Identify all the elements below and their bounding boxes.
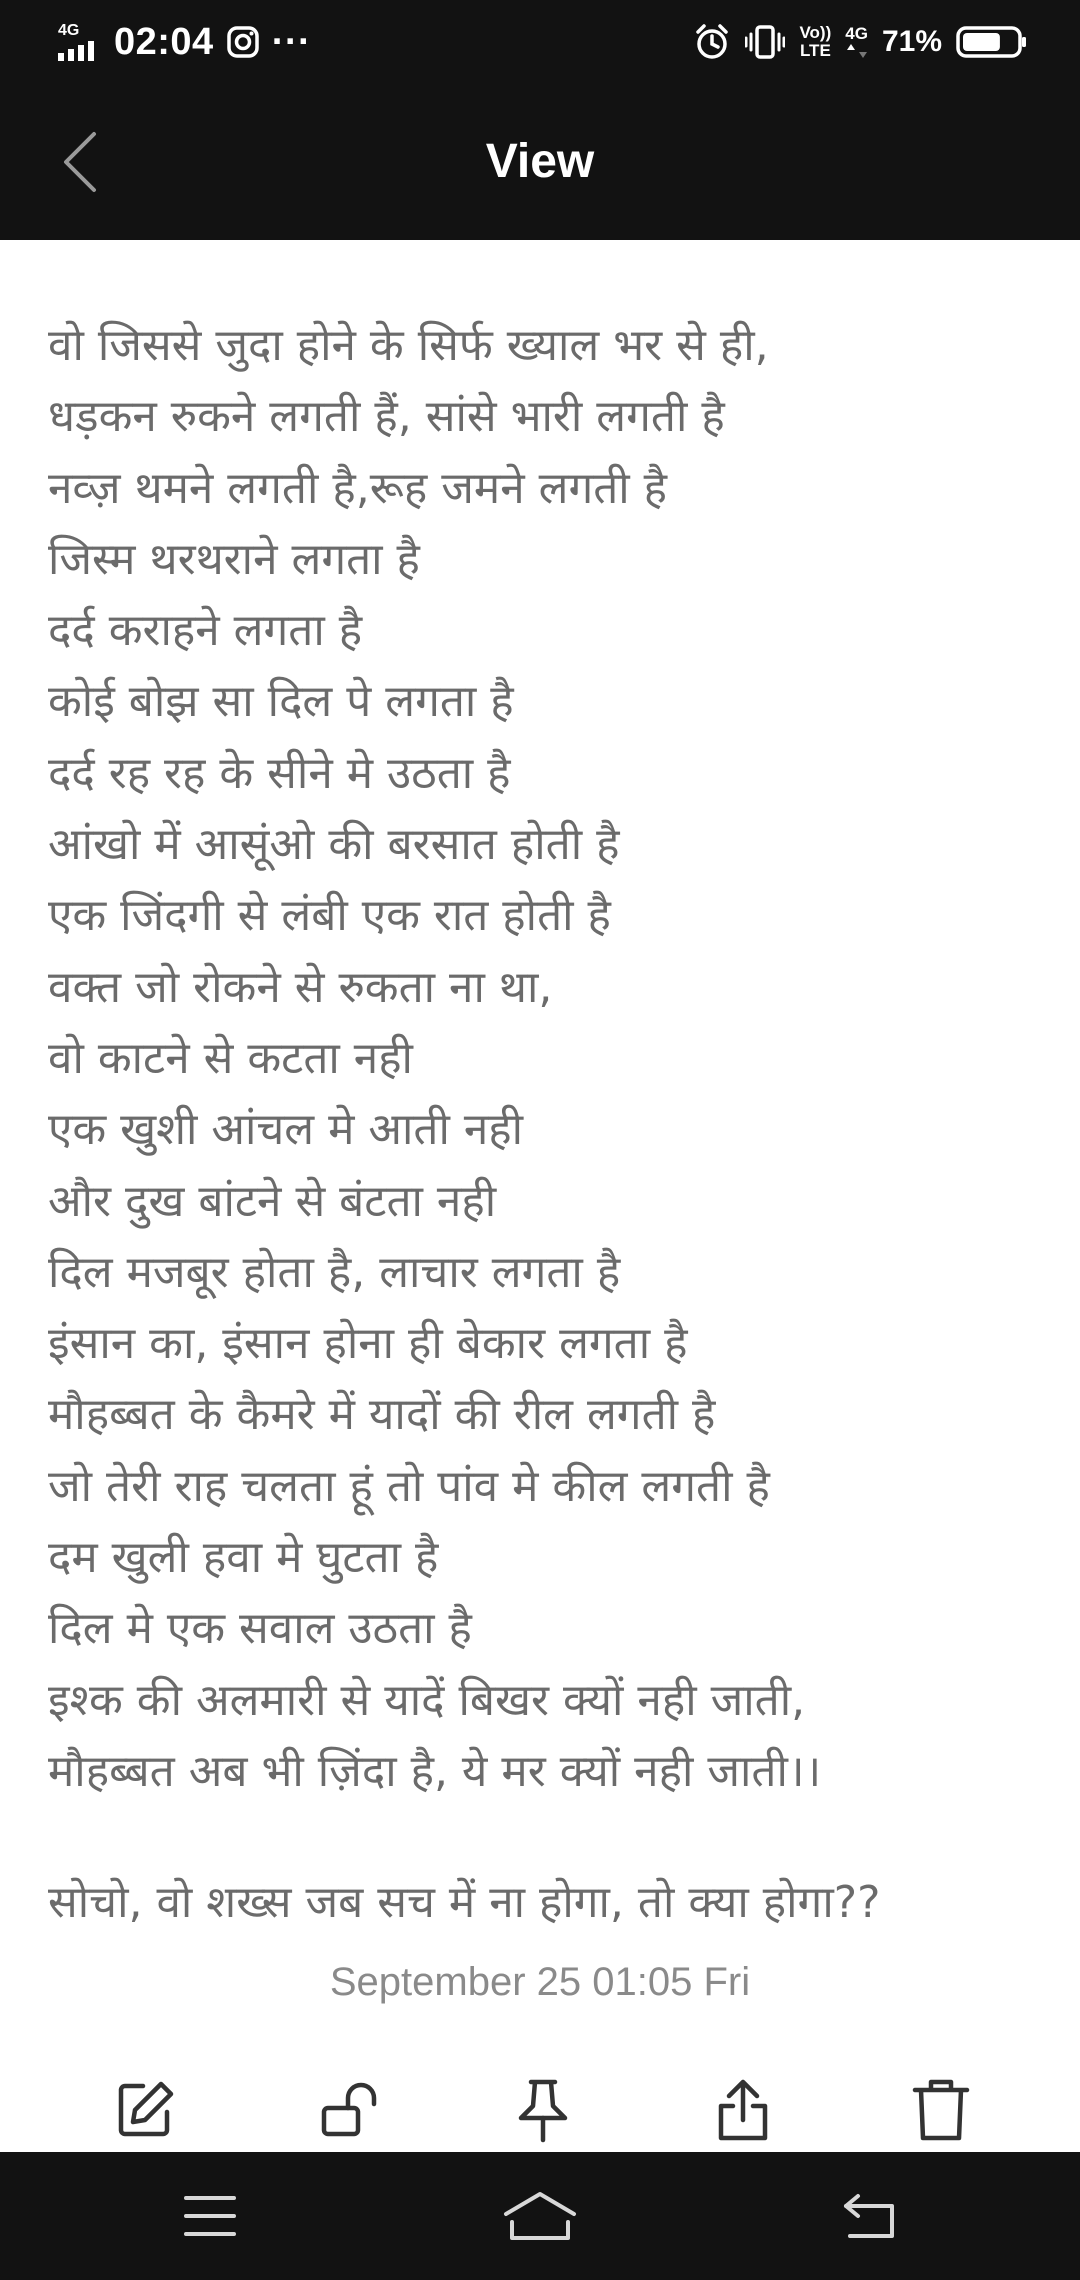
network-type-label: 4G: [58, 22, 80, 39]
note-line: आंखो में आसूंओ की बरसात होती है: [48, 819, 620, 871]
note-line: वक्त जो रोकने से रुकता ना था,: [48, 961, 553, 1013]
unlock-icon: [318, 2078, 382, 2142]
status-bar: [0, 0, 1080, 84]
note-line: एक जिंदगी से लंबी एक रात होती है: [48, 890, 611, 942]
share-button[interactable]: [698, 2065, 788, 2155]
note-line: दर्द कराहने लगता है: [48, 605, 363, 657]
more-notifications-icon: ···: [271, 20, 312, 63]
pin-button[interactable]: [498, 2065, 588, 2155]
vibrate-icon: [745, 23, 785, 61]
note-line: मौहब्बत अब भी ज़िंदा है, ये मर क्यों नही जाती।।: [48, 1745, 822, 1797]
lock-button[interactable]: [305, 2065, 395, 2155]
note-line: एक खुशी आंचल मे आती नही: [48, 1104, 524, 1156]
system-back-button[interactable]: [820, 2172, 920, 2260]
note-line: कोई बोझ सा दिल पे लगता है: [48, 676, 514, 728]
signal-indicator: [58, 23, 102, 61]
note-line: इंसान का, इंसान होना ही बेकार लगता है: [48, 1318, 688, 1370]
note-line: दिल मजबूर होता है, लाचार लगता है: [48, 1246, 621, 1298]
battery-icon: [956, 25, 1028, 59]
status-right: [693, 18, 1028, 66]
note-line: दिल मे एक सवाल उठता है: [48, 1603, 472, 1655]
note-gap: [48, 1807, 1038, 1867]
home-button[interactable]: [490, 2172, 590, 2260]
battery-percent: 71%: [881, 25, 942, 58]
edit-icon: [113, 2078, 177, 2142]
note-line: जिस्म थरथराने लगता है: [48, 533, 420, 585]
volte-indicator: [799, 24, 831, 60]
note-line: जो तेरी राह चलता हूं तो पांव मे कील लगती है: [48, 1460, 770, 1512]
clock: 02:04: [114, 20, 214, 63]
back-icon: [842, 2192, 898, 2240]
note-line: नव्ज़ थमने लगती है,रूह जमने लगती है: [48, 462, 668, 514]
note-content: [48, 310, 1038, 1939]
edit-button[interactable]: [100, 2065, 190, 2155]
note-lines: [48, 310, 1038, 1807]
note-line: दम खुली हवा मे घुटता है: [48, 1532, 439, 1584]
network-right-label: 4G: [845, 24, 868, 43]
menu-icon: [182, 2194, 238, 2238]
data-indicator: [845, 25, 868, 59]
note-line: वो काटने से कटता नही: [48, 1032, 413, 1084]
app-bar: [0, 84, 1080, 240]
pin-icon: [511, 2076, 575, 2144]
note-line: वो जिससे जुदा होने के सिर्फ ख्याल भर से ही,: [48, 320, 769, 371]
recents-button[interactable]: [160, 2172, 260, 2260]
instagram-icon: [226, 25, 260, 59]
delete-icon: [909, 2076, 973, 2144]
note-line: मौहब्बत के कैमरे में यादों की रील लगती है: [48, 1389, 716, 1441]
signal-bars-icon: [58, 39, 102, 61]
note-line: दर्द रह रह के सीने मे उठता है: [48, 747, 511, 799]
volte-top-label: Vo)): [799, 23, 832, 42]
note-closing-line: सोचो, वो शख्स जब सच में ना होगा, तो क्या होगा??: [48, 1877, 881, 1929]
alarm-icon: [693, 23, 731, 61]
volte-bottom-label: LTE: [799, 41, 831, 60]
home-icon: [502, 2190, 578, 2242]
note-line: और दुख बांटने से बंटता नही: [48, 1175, 497, 1227]
status-left: [58, 18, 311, 66]
note-line: धड़कन रुकने लगती हैं, सांसे भारी लगती है: [48, 391, 725, 443]
note-timestamp: September 25 01:05 Fri: [329, 1960, 751, 2004]
share-icon: [711, 2076, 775, 2144]
battery-fill: [963, 33, 1000, 51]
data-arrows-icon: [846, 43, 868, 59]
page-title: View: [485, 135, 595, 188]
delete-button[interactable]: [896, 2065, 986, 2155]
note-line: इश्क की अलमारी से यादें बिखर क्यों नही जाती,: [48, 1674, 806, 1726]
system-nav-bar: [0, 2152, 1080, 2280]
